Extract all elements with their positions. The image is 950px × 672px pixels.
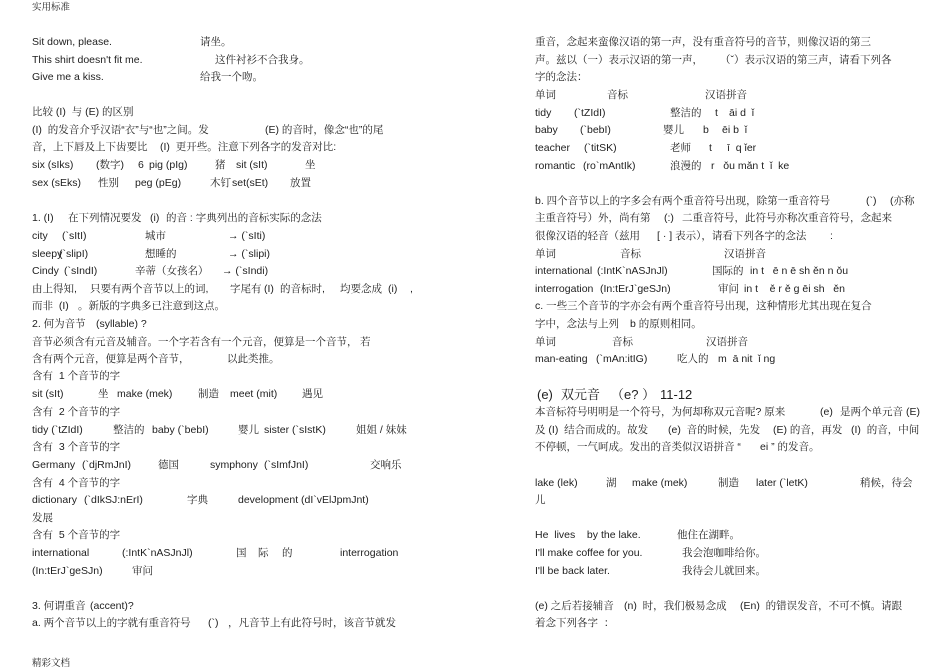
english-word: peg (pEg) — [135, 177, 182, 189]
chinese-meaning: 国 — [236, 547, 247, 559]
english-word: interrogation — [535, 283, 594, 295]
paragraph-text: 。新版的字典多已注意到这点。 — [78, 300, 225, 312]
column-header: 汉语拼音 — [706, 336, 748, 348]
subheading: 含有 2 个音节的字 — [32, 406, 121, 418]
text-line — [0, 335, 950, 349]
phonetic-transcription: (`sImfJnI) — [264, 459, 309, 471]
english-word: meet (mit) — [230, 388, 278, 400]
chinese-meaning: 老师 — [670, 142, 691, 154]
column-header: 音标 — [607, 89, 628, 101]
paragraph-text: 字的念法： — [535, 71, 588, 83]
text-line — [0, 141, 950, 155]
page-footer: 精彩文档 — [32, 658, 71, 669]
english-word: city — [32, 230, 48, 242]
paragraph-text: ei ” 的发音。 — [760, 441, 820, 453]
english-word: sex (sEks) — [32, 177, 82, 189]
chinese-meaning: 浪漫的 — [670, 160, 702, 172]
paragraph-text: a. 两个音节以上的字就有重音符号 — [32, 617, 191, 629]
text-line — [0, 159, 950, 173]
paragraph-text: [ · ] 表示），请看下列各字的念法 — [657, 230, 807, 242]
chinese-meaning: 木钉 — [210, 177, 231, 189]
phonetic-transcription: (:IntK`nASJnJl) — [122, 547, 193, 559]
english-word: Germany — [32, 459, 76, 471]
chinese-meaning: 儿 — [535, 494, 546, 506]
pinyin-reading: b — [703, 124, 709, 136]
heading-page-ref: 11-12 — [660, 387, 693, 402]
paragraph-text: (I) 的音，中间 — [851, 424, 920, 436]
chinese-meaning: 字典 — [187, 494, 208, 506]
text-line — [0, 564, 950, 578]
text-line — [0, 616, 950, 630]
english-word: international — [32, 547, 90, 559]
chinese-meaning: 坐 — [305, 159, 316, 171]
text-line — [0, 440, 950, 454]
phonetic-symbol: (I) — [264, 283, 274, 295]
text-line — [0, 528, 950, 542]
text-line — [0, 299, 950, 313]
chinese-meaning: 审问 — [718, 283, 739, 295]
phonetic-transcription: (`djRmJnI) — [82, 459, 131, 471]
phonetic-symbol: (E) — [906, 406, 920, 418]
english-word: development (dI`vElJpmJnt) — [238, 494, 369, 506]
paragraph-text: 及 (I) 结合而成的。故发 — [535, 424, 649, 436]
chinese-meaning: 德国 — [158, 459, 179, 471]
paragraph-text: 主重音符号）外，尚有第 — [535, 212, 651, 224]
paragraph-text: (n) 时，我们极易念成 — [624, 600, 727, 612]
pinyin-reading: m ā nit ǐ ng — [718, 353, 776, 365]
paragraph-text: 若 — [360, 336, 371, 348]
english-sentence: This shirt doesn't fit me. — [32, 54, 143, 66]
section-heading: 3. 何谓重音 — [32, 600, 86, 612]
paragraph-text: 重音，念起来蛮像汉语的第一声，没有重音符号的音节，则像汉语的第三 — [535, 36, 871, 48]
chinese-meaning: 的 — [282, 547, 293, 559]
english-word: make (mek) — [632, 477, 688, 489]
chinese-meaning: 湖 — [606, 477, 617, 489]
chinese-meaning: 交响乐 — [370, 459, 402, 471]
pinyin-reading: t — [709, 142, 712, 154]
heading-symbol: (e) — [537, 387, 553, 402]
text-line — [0, 123, 950, 137]
paragraph-text: 本音标符号明明是一个符号，为何却称双元音呢? 原来 — [535, 406, 786, 418]
chinese-meaning: 城市 — [145, 230, 166, 242]
pinyin-reading: r ǒu mǎn t ǐ ke — [711, 160, 790, 172]
paragraph-text: 的音标时, — [280, 283, 325, 295]
pinyin-reading: āi d ǐ — [729, 107, 755, 119]
english-sentence: I'll be back later. — [535, 565, 610, 577]
column-header: 汉语拼音 — [724, 248, 766, 260]
phonetic-symbol: (`) — [866, 195, 877, 207]
english-word: later (`letK) — [756, 477, 808, 489]
english-word: man-eating — [535, 353, 588, 365]
column-header: 汉语拼音 — [705, 89, 747, 101]
english-word: lake (lek) — [535, 477, 578, 489]
section-heading: (syllable) ? — [96, 318, 147, 330]
paragraph-text: 均要念成 — [340, 283, 382, 295]
text-line — [0, 423, 950, 437]
column-header: 单词 — [535, 248, 556, 260]
chinese-meaning: 辛蒂（女孩名） — [135, 265, 209, 277]
english-word: sit (sIt) — [32, 388, 64, 400]
phonetic-transcription: (`dIkSJ:nErI) — [84, 494, 143, 506]
chinese-translation: 他住在湖畔。 — [677, 529, 740, 541]
phonetic-transcription: (`slipI) — [59, 248, 89, 260]
phonetic-transcription: (`mAn:itIG) — [596, 353, 648, 365]
english-word: baby (`bebI) — [152, 424, 209, 436]
text-line — [0, 317, 950, 331]
text-line — [0, 476, 950, 490]
english-word: tidy (`tZIdI) — [32, 424, 83, 436]
paragraph-text: 含有两个元音，便算是两个音节， — [32, 353, 190, 365]
phonetic-transcription: (`tZIdI) — [574, 107, 606, 119]
english-word: make (mek) — [117, 388, 173, 400]
paragraph-text: c. 一些三个音节的字亦会有两个重音符号出现，这种情形尤其出现在复合 — [535, 300, 872, 312]
pinyin-reading: ēi b ǐ — [722, 124, 748, 136]
paragraph-text: (I) 更开些。注意下列各字的发音对比: — [160, 141, 337, 153]
english-word: sit (sIt) — [236, 159, 268, 171]
text-line — [0, 352, 950, 366]
chinese-translation: 我待会儿就回来。 — [682, 565, 766, 577]
column-header: 单词 — [535, 89, 556, 101]
text-line — [0, 194, 950, 208]
english-word: set(sEt) — [232, 177, 269, 189]
pinyin-reading: in t ē n ē sh ěn n ǒu — [750, 265, 849, 277]
phonetic-transcription: (`bebI) — [580, 124, 611, 136]
chinese-meaning: 婴儿 — [663, 124, 684, 136]
heading-symbol: （e? ） — [611, 387, 656, 402]
text-line — [0, 405, 950, 419]
english-word: symphony — [210, 459, 258, 471]
text-line — [0, 229, 950, 243]
paragraph-text: (I) 的发音介乎汉语“衣”与“也”之间。发 — [32, 124, 209, 136]
english-word: romantic — [535, 160, 576, 172]
phonetic-transcription: (:IntK`nASJnJl) — [597, 265, 668, 277]
subheading: 含有 1 个音节的字 — [32, 370, 121, 382]
subheading: 含有 3 个音节的字 — [32, 441, 121, 453]
paragraph-text: 声。兹以（一）表示汉语的第一声， — [535, 54, 703, 66]
text-line — [0, 176, 950, 190]
pinyin-reading: ī q ǐer — [727, 142, 757, 154]
phonetic-symbol: (i) — [388, 283, 398, 295]
paragraph-text: 着念下列各字 ： — [535, 617, 615, 629]
paragraph-text: 字中，念法与上列 — [535, 318, 619, 330]
chinese-meaning: 发展 — [32, 512, 53, 524]
paragraph-text: ，凡音节上有此符号时，该音节就发 — [228, 617, 396, 629]
text-line — [0, 70, 950, 84]
paragraph-text: 二重音符号，此符号亦称次重音符号，念起来 — [682, 212, 892, 224]
phonetic-transcription: (ro`mAntIk) — [583, 160, 636, 172]
paragraph-text: (E) 的音时，像念“也”的尾 — [265, 124, 384, 136]
paragraph-text: 很像汉语的轻音（兹用 — [535, 230, 640, 242]
english-word: six (sIks) — [32, 159, 74, 171]
heading-title: 双元音 — [561, 387, 601, 402]
chinese-meaning: 整洁的 — [670, 107, 702, 119]
text-line — [0, 264, 950, 278]
chinese-meaning: 遇见 — [302, 388, 323, 400]
phonetic-transcription: (In:tErJ`geSJn) — [600, 283, 671, 295]
english-word: sleepy — [32, 248, 63, 260]
chinese-meaning: 猪 — [215, 159, 226, 171]
paragraph-text: 的音 : 字典列出的音标实际的念法 — [166, 212, 322, 224]
phonetic-symbol: (`) — [208, 617, 219, 629]
phonetic-transcription: (`sIndI) — [64, 265, 98, 277]
chinese-meaning: 姐姐 / 妹妹 — [356, 424, 407, 436]
text-line — [0, 106, 950, 120]
text-line — [0, 493, 950, 507]
phonetic-transcription: (`titSK) — [584, 142, 617, 154]
paragraph-text: 字尾有 — [230, 283, 262, 295]
text-line — [0, 458, 950, 472]
chinese-meaning: 吃人的 — [677, 353, 709, 365]
english-word: international — [535, 265, 593, 277]
text-line — [0, 369, 950, 383]
column-header: 单词 — [535, 336, 556, 348]
chinese-meaning: (数字) — [96, 159, 124, 171]
pinyin-reading: in t ě r ě g ēi sh ěn — [744, 283, 845, 295]
text-line — [0, 546, 950, 560]
actual-pronunciation: → (`slipi) — [228, 248, 270, 260]
chinese-meaning: 制造 — [718, 477, 739, 489]
chinese-meaning: 婴儿 — [238, 424, 259, 436]
text-line — [0, 88, 950, 102]
chinese-meaning: 国际的 — [712, 265, 744, 277]
phonetic-transcription: (`sItI) — [62, 230, 87, 242]
paragraph-text: (e) 之后若接辅音 — [535, 600, 614, 612]
paragraph-text: 以此类推。 — [227, 353, 280, 365]
paragraph-text: , — [410, 283, 413, 295]
english-sentence: He lives by the lake. — [535, 529, 641, 541]
chinese-meaning: 际 — [258, 547, 269, 559]
text-line — [0, 511, 950, 525]
paragraph-text: 1. (I) — [32, 212, 54, 224]
chinese-translation: 我会泡咖啡给你。 — [682, 547, 766, 559]
pinyin-reading: t — [715, 107, 718, 119]
section-heading — [0, 386, 950, 404]
text-line — [0, 599, 950, 613]
english-word: pig (pIg) — [149, 159, 188, 171]
chinese-meaning: 性别 — [98, 177, 119, 189]
english-word: dictionary — [32, 494, 77, 506]
english-sentence: Sit down, please. — [32, 36, 112, 48]
english-word: Cindy — [32, 265, 59, 277]
actual-pronunciation: → (`sIti) — [228, 230, 266, 242]
phonetic-symbol: (i) — [150, 212, 160, 224]
section-heading: 比较 (I) 与 (E) 的区别 — [32, 106, 134, 118]
paragraph-text: 只要有两个音节以上的词, — [90, 283, 209, 295]
subheading: 含有 4 个音节的字 — [32, 477, 121, 489]
chinese-meaning: 制造 — [198, 388, 219, 400]
chinese-meaning: 审问 — [132, 565, 153, 577]
text-line — [0, 211, 950, 225]
column-header: 音标 — [612, 336, 633, 348]
paragraph-text: 音节必须含有元音及辅音。一个字若含有一个元音，便算是一个音节， — [32, 336, 358, 348]
paragraph-text: 由上得知, — [32, 283, 77, 295]
phonetic-symbol: (:) — [664, 212, 674, 224]
english-word: sister (`sIstK) — [264, 424, 326, 436]
actual-pronunciation: → (`sIndi) — [222, 265, 269, 277]
chinese-meaning: 整洁的 — [113, 424, 145, 436]
paragraph-text: 不停顿，一气呵成。发出的音类似汉语拼音 “ — [535, 441, 741, 453]
english-word: interrogation — [340, 547, 399, 559]
text-line — [0, 53, 950, 67]
phonetic-symbol: (e) — [820, 406, 833, 418]
section-heading: 2. 何为音节 — [32, 318, 86, 330]
chinese-translation: 请坐。 — [200, 36, 232, 48]
subheading: 含有 5 个音节的字 — [32, 529, 121, 541]
english-word: baby — [535, 124, 558, 136]
paragraph-text: 而非 (I) — [32, 300, 69, 312]
page-header: 实用标准 — [32, 2, 71, 13]
chinese-meaning: 稍候，待会 — [860, 477, 913, 489]
chinese-translation: 给我一个吻。 — [200, 71, 263, 83]
section-heading: (accent)? — [90, 600, 134, 612]
paragraph-text: b 的原则相同。 — [630, 318, 702, 330]
paragraph-text: (E) 的音，再发 — [773, 424, 843, 436]
chinese-meaning: 6 — [138, 159, 144, 171]
paragraph-text: （ˇ）表示汉语的第三声，请看下列各 — [720, 54, 892, 66]
chinese-meaning: 坐 — [98, 388, 109, 400]
paragraph-text: (En) 的错误发音，不可不慎。请跟 — [740, 600, 903, 612]
english-word: teacher — [535, 142, 571, 154]
phonetic-transcription: (In:tErJ`geSJn) — [32, 565, 103, 577]
chinese-meaning: 放置 — [290, 177, 311, 189]
english-sentence: Give me a kiss. — [32, 71, 104, 83]
english-word: tidy — [535, 107, 552, 119]
column-header: 音标 — [620, 248, 641, 260]
text-line — [0, 35, 950, 49]
paragraph-text: (e) 音的时候，先发 — [668, 424, 761, 436]
text-line — [0, 282, 950, 296]
paragraph-text: (亦称 — [890, 195, 915, 207]
paragraph-text: 在下列情况要发 — [68, 212, 142, 224]
english-sentence: I'll make coffee for you. — [535, 547, 643, 559]
chinese-meaning: 想睡的 — [145, 248, 177, 260]
paragraph-text: : — [830, 230, 833, 242]
chinese-translation: 这件衬衫不合我身。 — [215, 54, 310, 66]
paragraph-text: 音，上下唇及上下齿要比 — [32, 141, 148, 153]
text-line — [0, 247, 950, 261]
paragraph-text: 是两个单元音 — [840, 406, 903, 418]
paragraph-text: b. 四个音节以上的字多会有两个重音符号出现，除第一重音符号 — [535, 195, 831, 207]
